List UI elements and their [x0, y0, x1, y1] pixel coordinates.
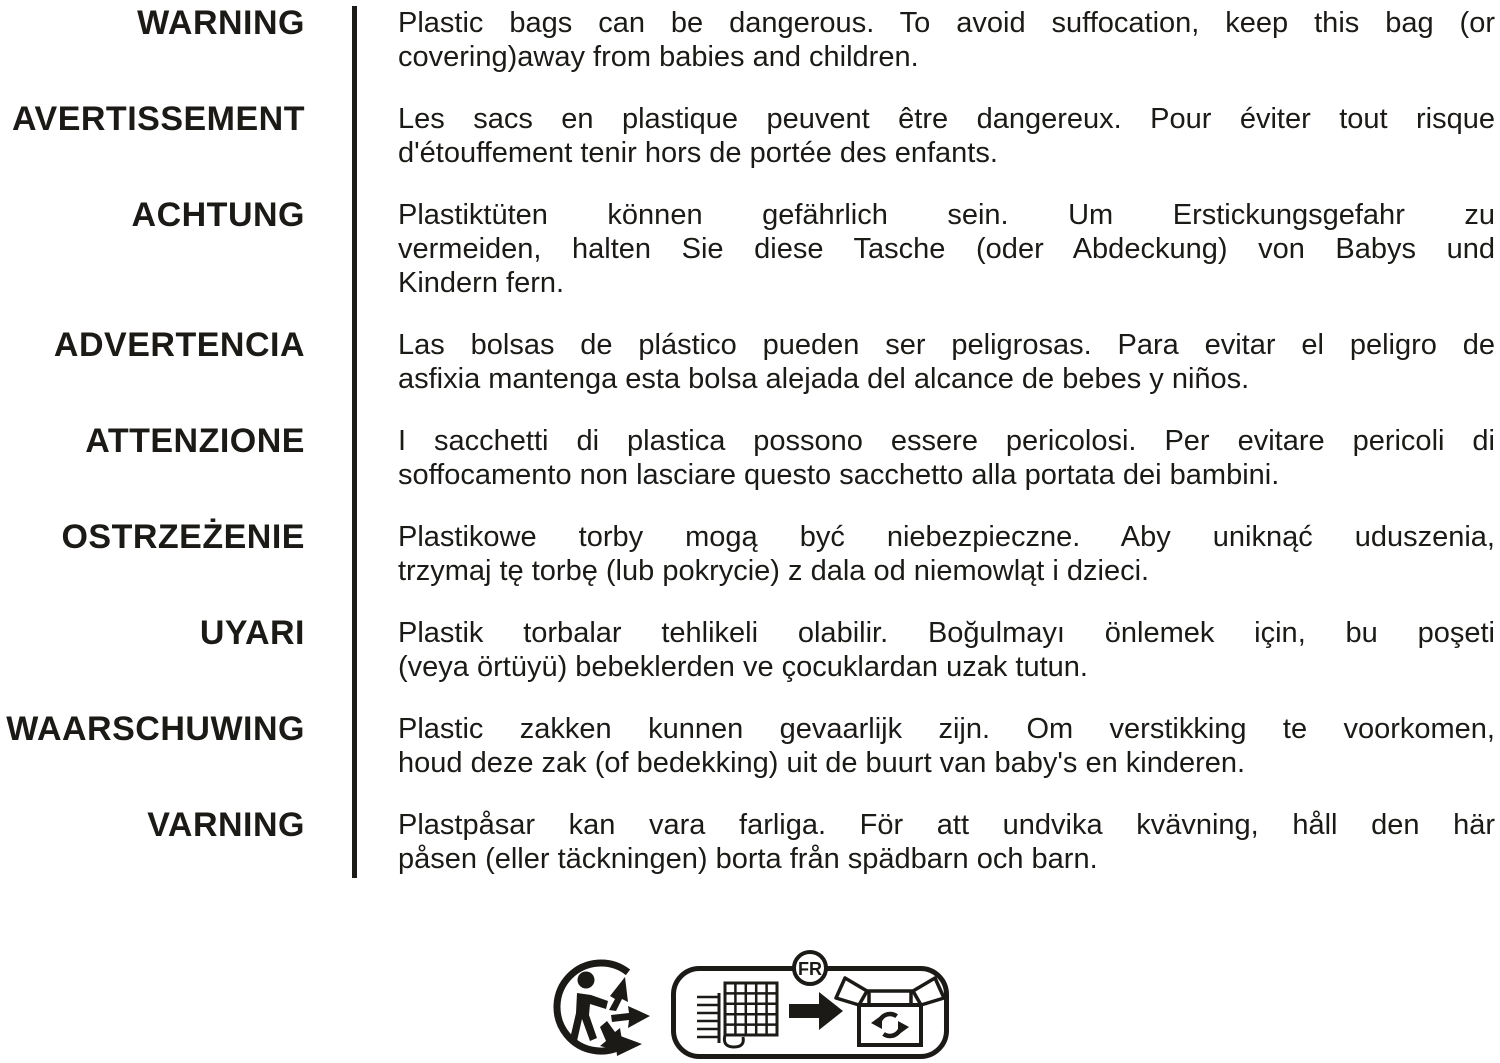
warning-text-line: Plastpåsar kan vara farliga. För att undvika kvävning, håll den här — [398, 809, 1495, 841]
warning-text-line: I sacchetti di plastica possono essere pericolosi. Per evitare pericoli di — [398, 425, 1495, 457]
warning-row-italian — [0, 424, 1500, 520]
warning-header-french: AVERTISSEMENT — [11, 100, 305, 138]
warning-row-swedish — [0, 808, 1500, 878]
warning-text-spanish — [352, 328, 1500, 424]
warning-text-line: soffocamento non lasciare questo sacchetto alla portata dei bambini. — [398, 459, 1280, 491]
packaging-sorting-icon — [671, 949, 949, 1059]
warning-text-line: vermeiden, halten Sie diese Tasche (oder Abdeckung) von Babys und — [398, 233, 1495, 265]
warning-text-line: Plastiktüten können gefährlich sein. Um Erstickungsgefahr zu — [398, 199, 1495, 231]
warning-row-dutch — [0, 712, 1500, 808]
warning-row-turkish — [0, 616, 1500, 712]
warning-text-italian — [352, 424, 1500, 520]
warning-text-line: påsen (eller täckningen) borta från spädbarn och barn. — [398, 843, 1098, 875]
warning-row-polish — [0, 520, 1500, 616]
warning-text-line: covering)away from babies and children. — [398, 41, 919, 73]
warning-header-dutch: WAARSCHUWING — [6, 710, 305, 748]
warning-text-german — [352, 198, 1500, 328]
warning-text-line: Plastic zakken kunnen gevaarlijk zijn. Om verstikking te voorkomen, — [398, 713, 1495, 745]
warning-text-line: houd deze zak (of bedekking) uit de buurt van baby's en kinderen. — [398, 747, 1246, 779]
warning-row-spanish — [0, 328, 1500, 424]
warning-row-german — [0, 198, 1500, 328]
warning-text-dutch — [352, 712, 1500, 808]
warning-header-polish: OSTRZEŻENIE — [61, 518, 305, 556]
warning-text-english — [352, 6, 1500, 102]
warning-row-english — [0, 6, 1500, 102]
warning-text-line: Plastikowe torby mogą być niebezpieczne. Aby uniknąć uduszenia, — [398, 521, 1495, 553]
warning-text-polish — [352, 520, 1500, 616]
warning-header-swedish: VARNING — [147, 806, 305, 844]
warning-text-french — [352, 102, 1500, 198]
warning-text-line: Las bolsas de plástico pueden ser peligrosas. Para evitar el peligro de — [398, 329, 1495, 361]
warning-header-spanish: ADVERTENCIA — [53, 326, 305, 364]
warning-header-english: WARNING — [137, 4, 305, 42]
fr-badge — [794, 952, 826, 984]
warning-text-line: Kindern fern. — [398, 267, 565, 299]
warning-text-line: (veya örtüyü) bebeklerden ve çocuklardan uzak tutun. — [398, 651, 1088, 683]
recycling-icons-row — [0, 949, 1500, 1059]
warning-text-line: d'étouffement tenir hors de portée des enfants. — [398, 137, 998, 169]
warning-text-line: Plastic bags can be dangerous. To avoid suffocation, keep this bag (or — [398, 7, 1495, 39]
warning-header-german: ACHTUNG — [131, 196, 305, 234]
warning-text-line: Les sacs en plastique peuvent être dangereux. Pour éviter tout risque — [398, 103, 1495, 135]
warning-text-line: trzymaj tę torbę (lub pokrycie) z dala od niemowląt i dzieci. — [398, 555, 1150, 587]
warning-header-turkish: UYARI — [199, 614, 305, 652]
fr-badge-label: FR — [798, 959, 822, 979]
warning-text-turkish — [352, 616, 1500, 712]
warning-text-swedish — [352, 808, 1500, 878]
warning-header-italian: ATTENZIONE — [85, 422, 305, 460]
warning-text-line: asfixia mantenga esta bolsa alejada del alcance de bebes y niños. — [398, 363, 1250, 395]
triman-recycling-icon — [551, 955, 655, 1059]
warning-text-line: Plastik torbalar tehlikeli olabilir. Boğulmayı önlemek için, bu poşeti — [398, 617, 1495, 649]
warning-row-french — [0, 102, 1500, 198]
